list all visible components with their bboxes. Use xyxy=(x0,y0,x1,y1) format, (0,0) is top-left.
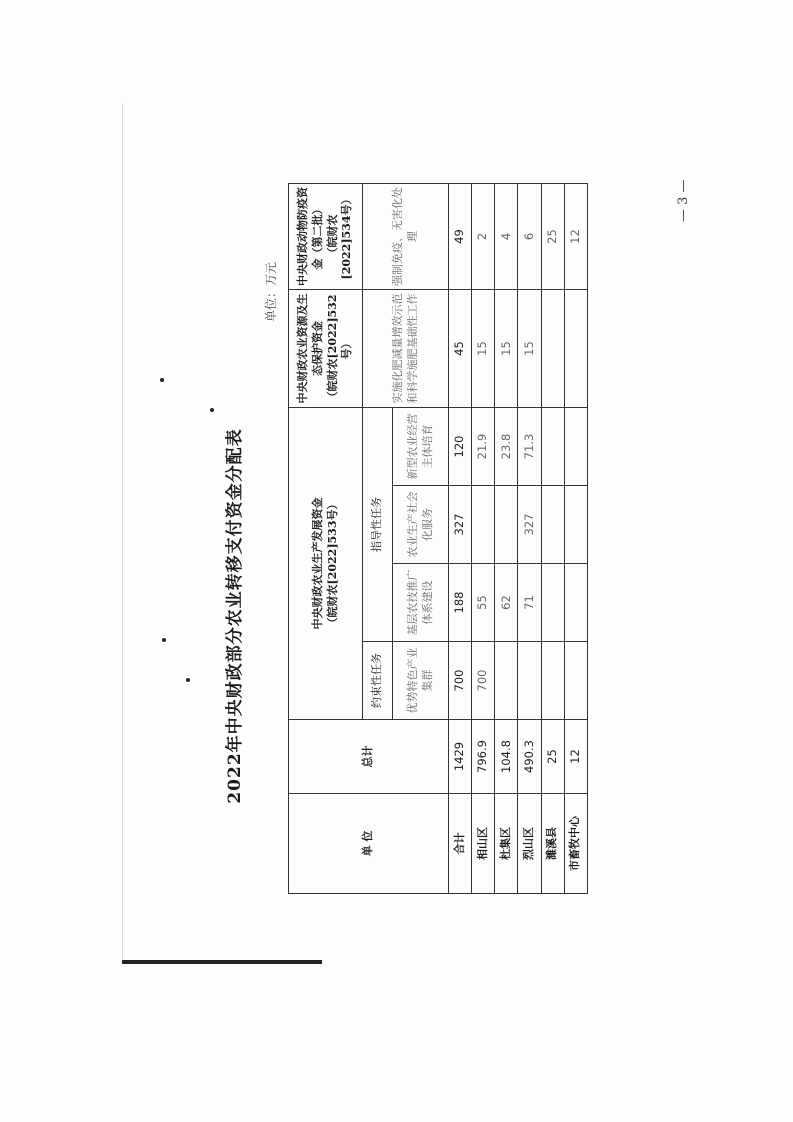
animal-task: 强制免疫、无害化处理 xyxy=(363,184,449,290)
unit-label: 单位：万元 xyxy=(264,261,278,322)
row-total: 25 xyxy=(541,720,564,794)
row-c3 xyxy=(472,486,495,564)
row-c4: 71.3 xyxy=(518,408,541,486)
row-total: 1429 xyxy=(449,720,472,794)
row-unit: 濉溪县 xyxy=(541,794,564,894)
row-c4: 21.9 xyxy=(472,408,495,486)
row-unit: 杜集区 xyxy=(495,794,518,894)
col-header-new-entities: 新型农业经营主体培育 xyxy=(393,408,449,486)
row-c3 xyxy=(495,486,518,564)
group-animal-doc: （皖财农[2022]534号） xyxy=(325,193,354,280)
scan-speck xyxy=(210,408,214,412)
row-unit: 市畜牧中心 xyxy=(564,794,587,894)
scan-speck xyxy=(162,638,166,642)
group-animal-name: 中央财政动物防疫资金（第二批） xyxy=(295,187,324,286)
row-c1 xyxy=(564,642,587,720)
row-c6: 49 xyxy=(449,184,472,290)
row-unit: 相山区 xyxy=(472,794,495,894)
row-c1 xyxy=(541,642,564,720)
group-eco-name: 中央财政农业资源及生态保护资金 xyxy=(295,293,324,404)
scan-speck xyxy=(186,678,190,682)
table-row xyxy=(472,184,495,894)
row-c2: 55 xyxy=(472,564,495,642)
col-header-socialized: 农业生产社会化服务 xyxy=(393,486,449,564)
scan-speck xyxy=(160,378,164,382)
row-c6: 12 xyxy=(564,184,587,290)
col-header-cluster: 优势特色产业集群 xyxy=(393,642,449,720)
table-row xyxy=(449,184,472,894)
row-c2: 188 xyxy=(449,564,472,642)
eco-task: 实施化肥减量增效示范和科学施肥基础性工作 xyxy=(363,290,449,408)
header-group-animal xyxy=(289,184,363,290)
table-row xyxy=(564,184,587,894)
header-total: 总计 xyxy=(289,720,449,794)
header-group-eco xyxy=(289,290,363,408)
group-production-doc: （皖财农[2022]533号） xyxy=(325,498,339,629)
row-total: 490.3 xyxy=(518,720,541,794)
row-c4 xyxy=(564,408,587,486)
row-c1 xyxy=(518,642,541,720)
row-c5: 15 xyxy=(495,290,518,408)
row-c1: 700 xyxy=(472,642,495,720)
row-c2 xyxy=(541,564,564,642)
row-c1: 700 xyxy=(449,642,472,720)
col-header-extension: 基层农技推广体系建设 xyxy=(393,564,449,642)
row-c6: 25 xyxy=(541,184,564,290)
header-binding-task: 约束性任务 xyxy=(363,642,393,720)
row-unit: 烈山区 xyxy=(518,794,541,894)
row-c6: 4 xyxy=(495,184,518,290)
row-c2: 71 xyxy=(518,564,541,642)
group-production-name: 中央财政农业生产发展资金 xyxy=(310,497,324,630)
row-c3 xyxy=(541,486,564,564)
row-c4: 23.8 xyxy=(495,408,518,486)
header-group-production xyxy=(289,408,363,720)
row-total: 12 xyxy=(564,720,587,794)
table-row xyxy=(541,184,564,894)
row-total: 104.8 xyxy=(495,720,518,794)
row-c3: 327 xyxy=(518,486,541,564)
row-c5 xyxy=(541,290,564,408)
row-c2 xyxy=(564,564,587,642)
header-guiding-task: 指导性任务 xyxy=(363,408,393,642)
page-number: — 3 — xyxy=(676,179,691,222)
row-c6: 6 xyxy=(518,184,541,290)
row-c4: 120 xyxy=(449,408,472,486)
row-c6: 2 xyxy=(472,184,495,290)
row-c5: 15 xyxy=(472,290,495,408)
row-c5 xyxy=(564,290,587,408)
row-c5: 45 xyxy=(449,290,472,408)
header-unit: 单 位 xyxy=(289,794,449,894)
row-c5: 15 xyxy=(518,290,541,408)
group-eco-doc: （皖财农[2022]532号） xyxy=(325,294,354,403)
table-row xyxy=(495,184,518,894)
row-c3: 327 xyxy=(449,486,472,564)
document-title: 2022年中央财政部分农业转移支付资金分配表 xyxy=(225,428,245,804)
row-c3 xyxy=(564,486,587,564)
allocation-table xyxy=(288,183,588,894)
row-c2: 62 xyxy=(495,564,518,642)
row-c4 xyxy=(541,408,564,486)
table-row xyxy=(518,184,541,894)
row-total: 796.9 xyxy=(472,720,495,794)
row-c1 xyxy=(495,642,518,720)
row-unit: 合计 xyxy=(449,794,472,894)
